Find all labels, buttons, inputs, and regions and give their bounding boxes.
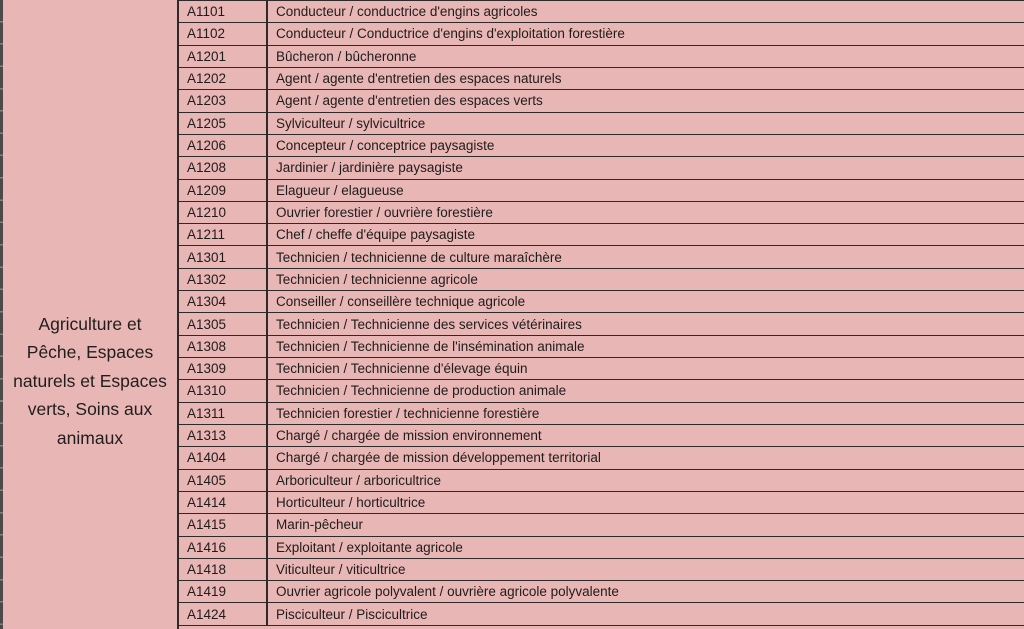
table-row xyxy=(179,113,1024,135)
label-cell: Technicien / technicienne de culture maraîchère xyxy=(276,249,562,265)
label-cell: Jardinier / jardinière paysagiste xyxy=(276,160,463,176)
table-row xyxy=(179,23,1024,45)
code-cell: A1415 xyxy=(179,514,268,535)
code-cell: A1201 xyxy=(179,46,268,67)
code-cell: A1414 xyxy=(179,492,268,513)
label-cell: Sylviculteur / sylvicultrice xyxy=(276,115,426,131)
label-cell: Agent / agente d'entretien des espaces verts xyxy=(276,93,543,109)
label-cell: Bûcheron / bûcheronne xyxy=(276,48,417,64)
table-row xyxy=(179,291,1024,313)
label-cell: Technicien / Technicienne de l'insémination animale xyxy=(276,338,585,354)
code-cell: A1209 xyxy=(179,180,268,201)
label-cell: Chef / cheffe d'équipe paysagiste xyxy=(276,227,475,243)
table-row xyxy=(179,358,1024,380)
table-row xyxy=(179,336,1024,358)
table-row xyxy=(179,447,1024,469)
table-row xyxy=(179,246,1024,268)
code-cell: A1305 xyxy=(179,313,268,334)
label-cell: Concepteur / conceptrice paysagiste xyxy=(276,138,495,154)
code-cell: A1419 xyxy=(179,581,268,602)
label-cell: Chargé / chargée de mission développement territorial xyxy=(276,450,601,466)
table-row xyxy=(179,470,1024,492)
table-row xyxy=(179,46,1024,68)
table-row xyxy=(179,68,1024,90)
label-cell: Horticulteur / horticultrice xyxy=(276,495,426,511)
label-cell: Pisciculteur / Piscicultrice xyxy=(276,606,428,622)
label-cell: Agent / agente d'entretien des espaces naturels xyxy=(276,71,562,87)
code-cell: A1206 xyxy=(179,135,268,156)
table-row xyxy=(179,90,1024,112)
code-cell: A1302 xyxy=(179,269,268,290)
label-cell: Technicien forestier / technicienne forestière xyxy=(276,405,540,421)
table-row xyxy=(179,224,1024,246)
label-cell: Marin-pêcheur xyxy=(276,517,364,533)
label-cell: Elagueur / elagueuse xyxy=(276,182,404,198)
code-cell: A1309 xyxy=(179,358,268,379)
table-row xyxy=(179,537,1024,559)
label-cell: Technicien / technicienne agricole xyxy=(276,271,478,287)
code-cell: A1308 xyxy=(179,336,268,357)
table-row xyxy=(179,202,1024,224)
table-row xyxy=(179,492,1024,514)
code-cell: A1313 xyxy=(179,425,268,446)
code-cell: A1404 xyxy=(179,447,268,468)
code-cell: A1205 xyxy=(179,113,268,134)
table-row xyxy=(179,514,1024,536)
code-cell: A1101 xyxy=(179,1,268,22)
code-cell: A1203 xyxy=(179,90,268,111)
table-row xyxy=(179,559,1024,581)
code-cell: A1418 xyxy=(179,559,268,580)
label-cell: Conseiller / conseillère technique agricole xyxy=(276,294,526,310)
code-cell: A1210 xyxy=(179,202,268,223)
label-cell: Technicien / Technicienne d'élevage équin xyxy=(276,361,528,377)
table-row xyxy=(179,135,1024,157)
table-row xyxy=(179,1,1024,23)
table-row xyxy=(179,157,1024,179)
code-cell: A1208 xyxy=(179,157,268,178)
table-row xyxy=(179,380,1024,402)
code-cell: A1310 xyxy=(179,380,268,401)
label-cell: Technicien / Technicienne de production animale xyxy=(276,383,567,399)
code-cell: A1301 xyxy=(179,246,268,267)
category-cell xyxy=(3,0,177,629)
code-cell: A1304 xyxy=(179,291,268,312)
label-cell: Conducteur / conductrice d'engins agricoles xyxy=(276,4,538,20)
label-cell: Chargé / chargée de mission environnement xyxy=(276,428,542,444)
code-cell: A1202 xyxy=(179,68,268,89)
label-cell: Ouvrier forestier / ouvrière forestière xyxy=(276,204,493,220)
table-row xyxy=(179,581,1024,603)
label-cell: Conducteur / Conductrice d'engins d'exploitation forestière xyxy=(276,26,625,42)
label-cell: Ouvrier agricole polyvalent / ouvrière agricole polyvalente xyxy=(276,584,619,600)
table-row xyxy=(179,269,1024,291)
label-cell: Arboriculteur / arboricultrice xyxy=(276,472,442,488)
label-cell: Viticulteur / viticultrice xyxy=(276,561,406,577)
code-cell: A1405 xyxy=(179,470,268,491)
label-cell: Exploitant / exploitante agricole xyxy=(276,539,463,555)
table-row xyxy=(179,603,1024,625)
code-cell: A1416 xyxy=(179,537,268,558)
table-row xyxy=(179,425,1024,447)
code-cell: A1424 xyxy=(179,603,268,624)
code-cell: A1211 xyxy=(179,224,268,245)
table-row xyxy=(179,180,1024,202)
code-cell: A1102 xyxy=(179,23,268,44)
category-label: Agriculture et Pêche, Espaces naturels et Espaces verts, Soins aux animaux xyxy=(13,313,167,448)
rows-container xyxy=(177,0,1024,629)
table-row xyxy=(179,313,1024,335)
code-cell: A1311 xyxy=(179,403,268,424)
label-cell: Technicien / Technicienne des services vétérinaires xyxy=(276,316,582,332)
table-row xyxy=(179,403,1024,425)
